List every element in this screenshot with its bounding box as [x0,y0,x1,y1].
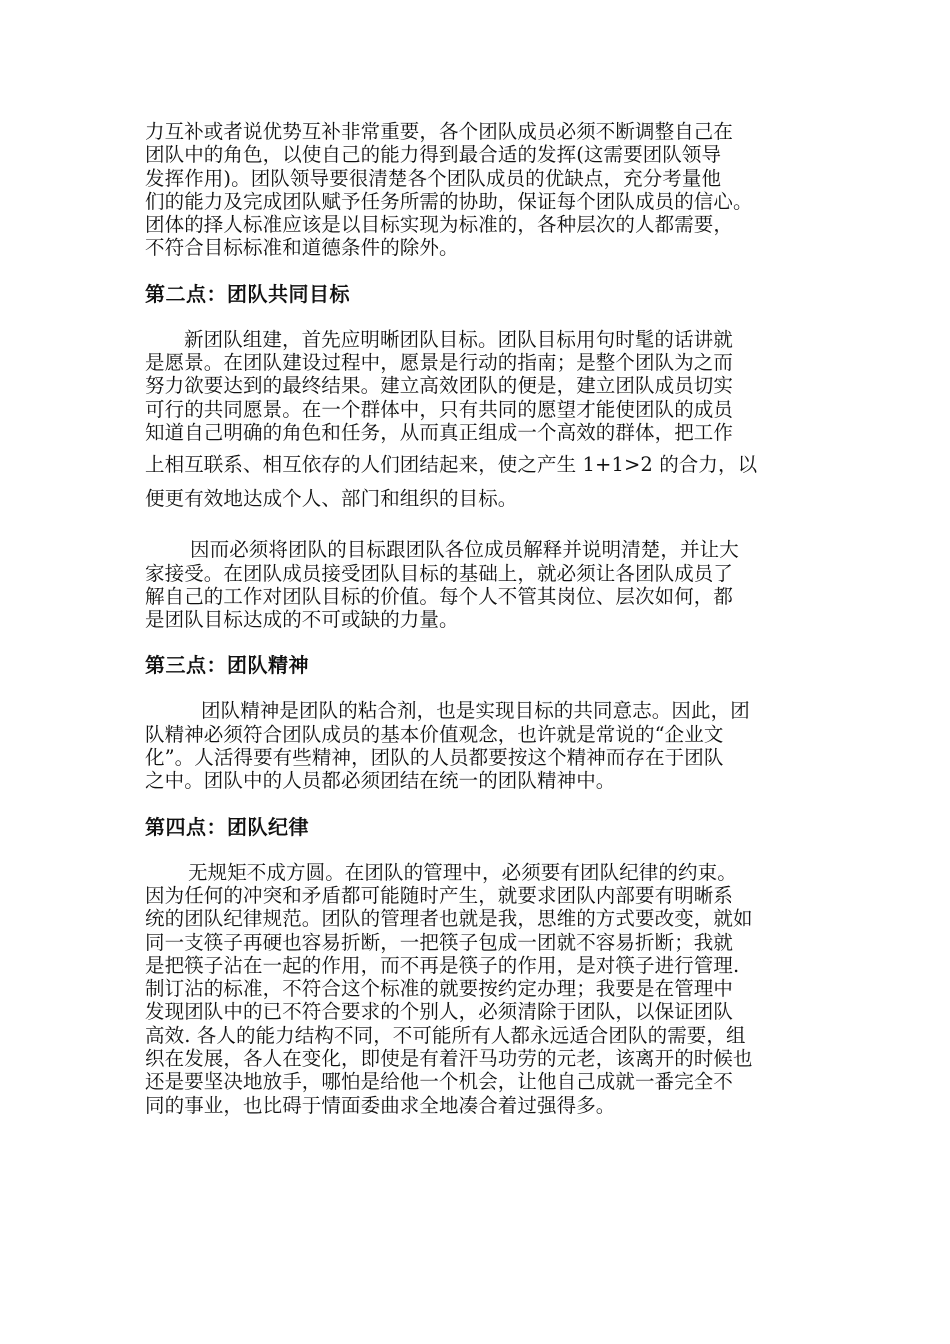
text-line: 因而必须将团队的目标跟团队各位成员解释并说明清楚，并让大 [190,538,739,562]
text-line: 化”。人活得要有些精神，团队的人员都要按这个精神而存在于团队 [145,746,724,770]
text-line: 家接受。在团队成员接受团队目标的基础上，就必须让各团队成员了 [145,561,734,585]
text-line: 无规矩不成方圆。在团队的管理中，必须要有团队纪律的约束。 [188,860,737,884]
text-line: 团体的择人标准应该是以目标实现为标准的，各种层次的人都需要， [145,213,734,237]
text-line: 统的团队纪律规范。团队的管理者也就是我，思维的方式要改变，就如 [145,907,753,931]
text-line: 是愿景。在团队建设过程中，愿景是行动的指南；是整个团队为之而 [145,351,734,375]
text-line: 便更有效地达成个人、部门和组织的目标。 [145,487,518,511]
text-line: 们的能力及完成团队赋予任务所需的协助，保证每个团队成员的信心。 [145,189,753,213]
intro-paragraph [145,120,813,260]
text-line: 同一支筷子再硬也容易折断，一把筷子包成一团就不容易折断；我就 [145,930,734,954]
text-line: 织在发展，各人在变化，即使是有着汗马功劳的元老，该离开的时候也 [145,1047,753,1071]
section2-paragraph-1 [145,328,813,444]
text-line: 之中。团队中的人员都必须团结在统一的团队精神中。 [145,769,616,793]
text-line: 同的事业，也比碍于情面委曲求全地凑合着过强得多。 [145,1093,616,1117]
document-page [145,120,813,1117]
text-line: 团队精神是团队的粘合剂，也是实现目标的共同意志。因此，团 [201,699,750,723]
section2-paragraph-2 [145,538,813,631]
text-line: 是把筷子沾在一起的作用，而不再是筷子的作用，是对筷子进行管理. [145,953,740,977]
text-line: 不符合目标标准和道德条件的除外。 [145,236,459,260]
text-line: 高效. 各人的能力结构不同，不可能所有人都永远适合团队的需要，组 [145,1023,746,1047]
text-line: 还是要坚决地放手，哪怕是给他一个机会，让他自己成就一番完全不 [145,1070,734,1094]
text-line: 力互补或者说优势互补非常重要，各个团队成员必须不断调整自己在 [145,120,734,143]
text-line: 团队中的角色，以使自己的能力得到最合适的发挥(这需要团队领导 [145,143,722,167]
section-heading-2: 第二点：团队共同目标 [145,281,350,306]
text-line: 发现团队中的已不符合要求的个别人，必须清除于团队，以保证团队 [145,1000,734,1024]
text-line: 是团队目标达成的不可或缺的力量。 [145,608,459,632]
text-line: 可行的共同愿景。在一个群体中，只有共同的愿望才能使团队的成员 [145,397,734,421]
text-line: 上相互联系、相互依存的人们团结起来，使之产生 1+1>2 的合力，以 [145,453,758,477]
section-heading-4: 第四点：团队纪律 [145,814,309,839]
text-line: 发挥作用)。团队领导要很清楚各个团队成员的优缺点，充分考量他 [145,166,722,190]
text-line: 新团队组建，首先应明晰团队目标。团队目标用句时髦的话讲就 [184,327,733,351]
text-line: 因为任何的冲突和矛盾都可能随时产生，就要求团队内部要有明晰系 [145,883,734,907]
section3-paragraph [145,699,813,792]
section2-paragraph-1-continued [145,448,813,516]
text-line: 解自己的工作对团队目标的价值。每个人不管其岗位、层次如何，都 [145,584,734,608]
text-line: 知道自己明确的角色和任务，从而真正组成一个高效的群体，把工作 [145,420,734,444]
section-heading-3: 第三点：团队精神 [145,653,309,678]
text-line: 制订沾的标准，不符合这个标准的就要按约定办理；我要是在管理中 [145,977,734,1001]
text-line: 努力欲要达到的最终结果。建立高效团队的便是，建立团队成员切实 [145,374,734,398]
text-line: 队精神必须符合团队成员的基本价值观念，也许就是常说的“企业文 [145,722,724,746]
section4-paragraph [145,861,813,1117]
